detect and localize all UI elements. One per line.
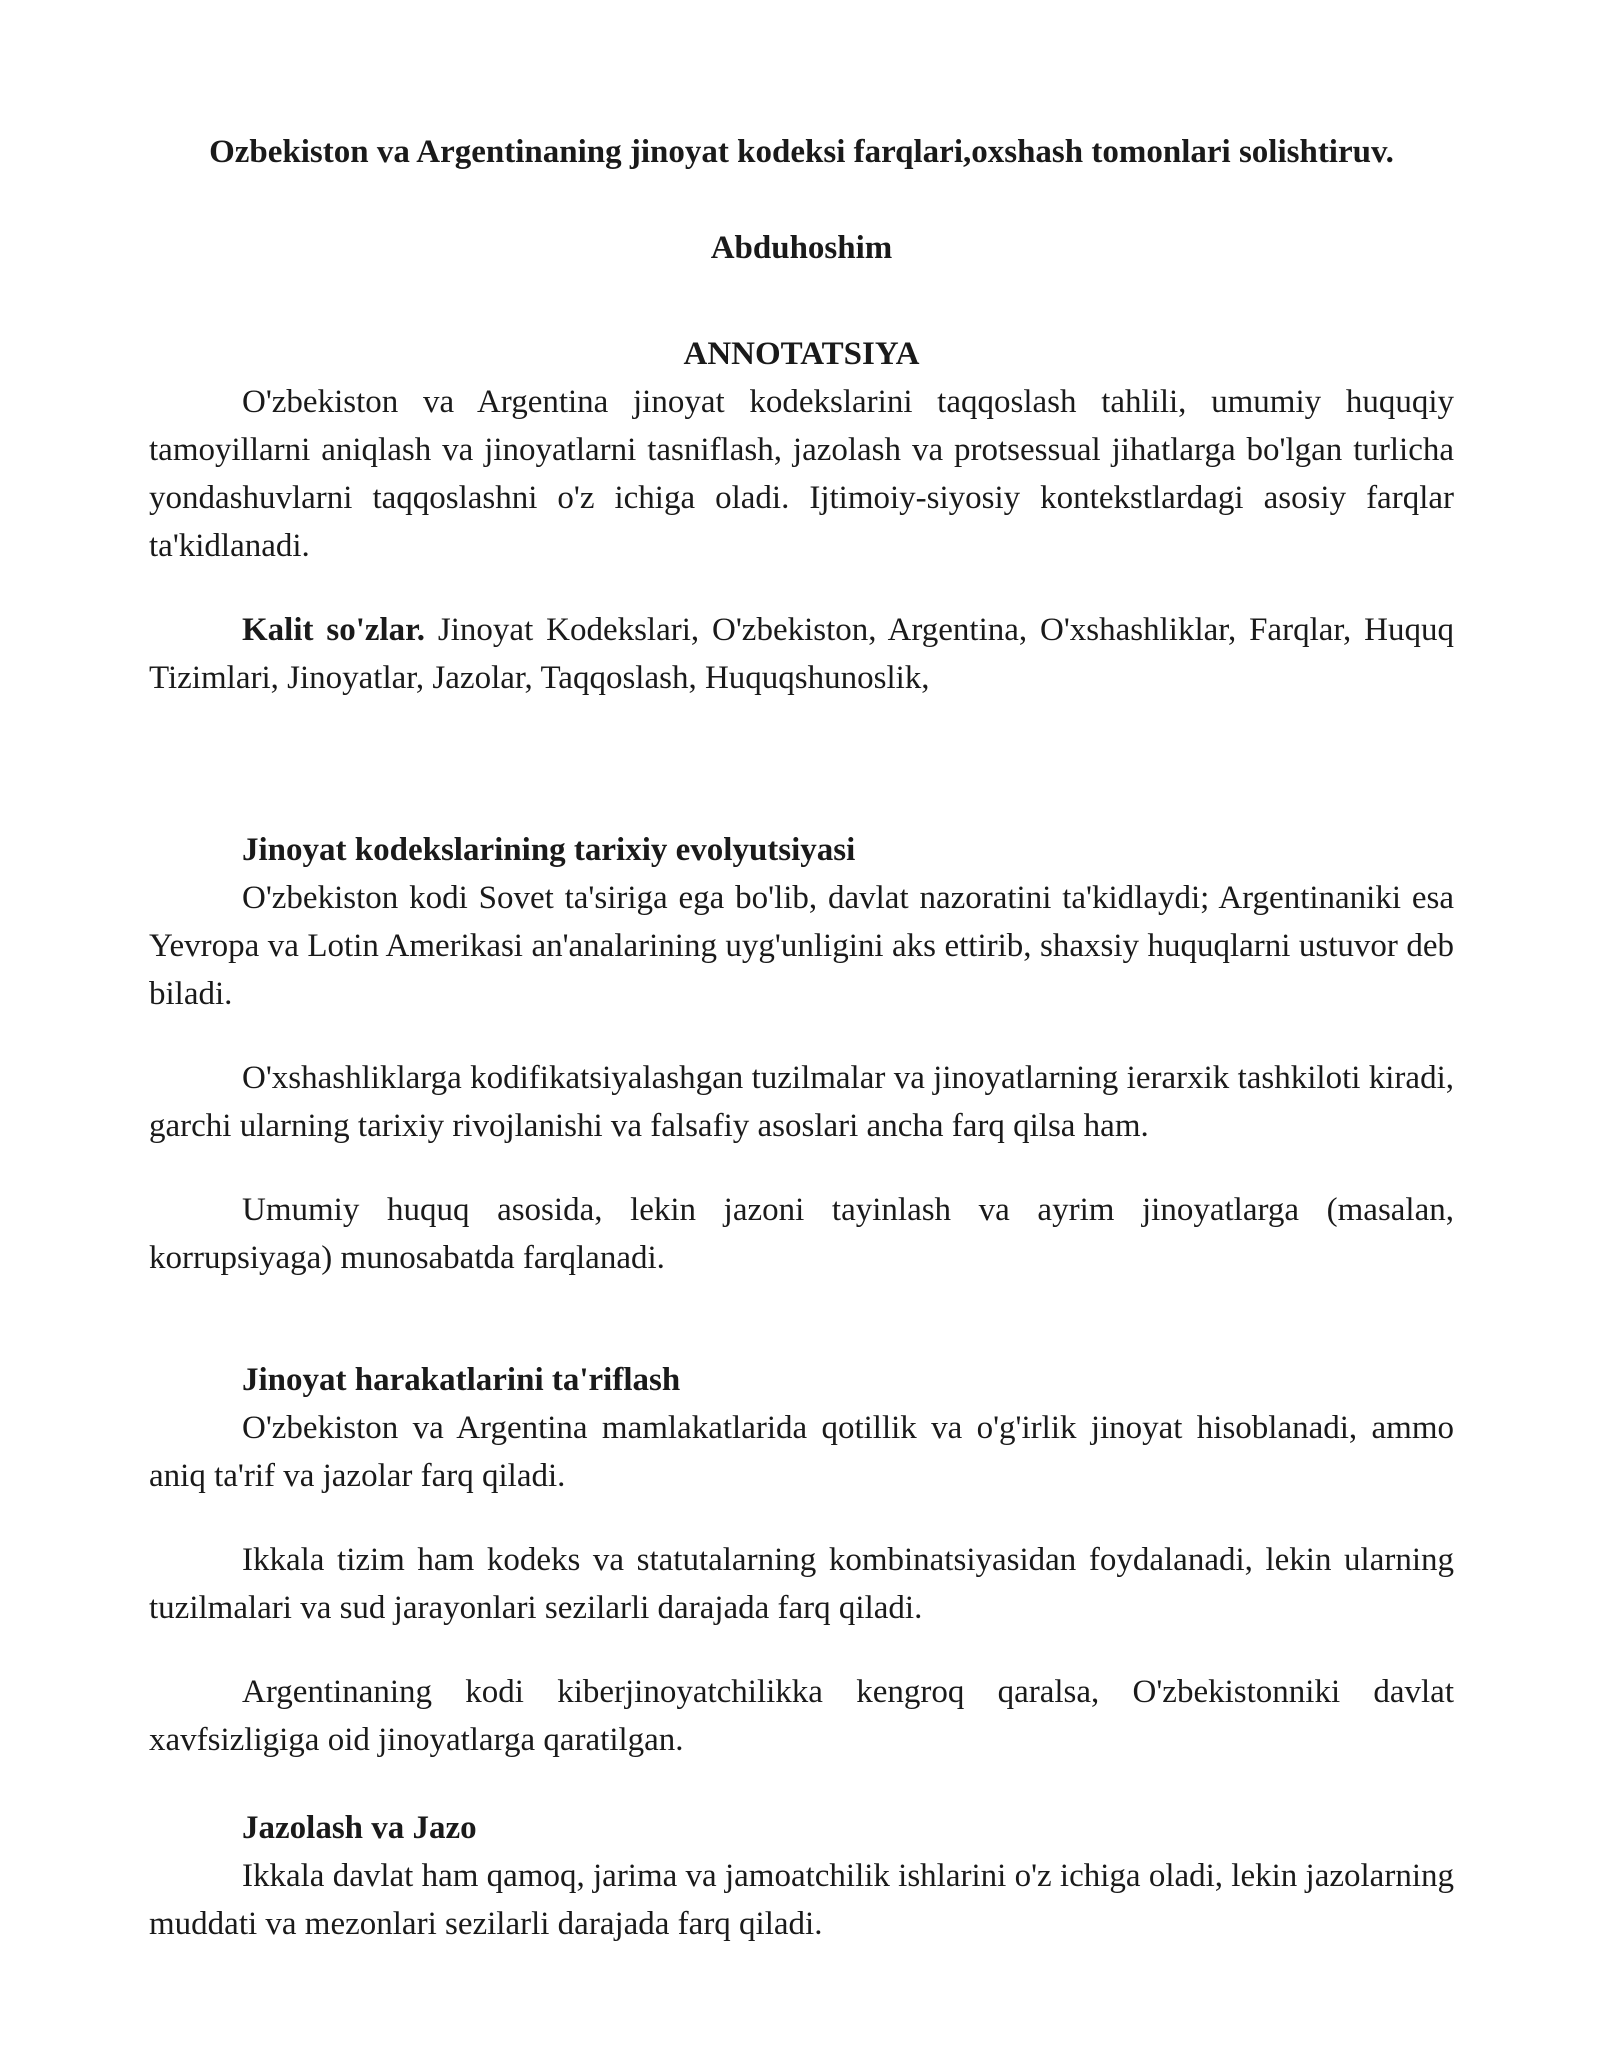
section-paragraph: Umumiy huquq asosida, lekin jazoni tayinlash va ayrim jinoyatlarga (masalan, korrupsiyaga) munosabatda farqlanadi. bbox=[149, 1192, 1454, 1276]
annotation-paragraph: O'zbekiston va Argentina jinoyat kodekslarini taqqoslash tahlili, umumiy huquqiy tamoyillarni aniqlash va jinoyatlarni tasniflash, jazolash va protsessual jihatlarga bo'lgan turlicha yondashuvlarni taqqoslashni o'z ichiga oladi. Ijtimoiy-siyosiy kontekstlardagi asosiy farqlar ta'kidlanadi. bbox=[149, 384, 1454, 564]
document-title: Ozbekiston va Argentinaning jinoyat kodeksi farqlari,oxshash tomonlari solishtiruv. bbox=[209, 134, 1394, 170]
annotation-heading: ANNOTATSIYA bbox=[683, 336, 920, 372]
document-page bbox=[149, 128, 1454, 1948]
author-name: Abduhoshim bbox=[710, 230, 893, 266]
keywords-label: Kalit so'zlar. bbox=[242, 612, 426, 648]
section-heading-punishment: Jazolash va Jazo bbox=[242, 1810, 477, 1846]
keywords-paragraph bbox=[149, 606, 1454, 702]
section-paragraph: Ikkala tizim ham kodeks va statutalarning kombinatsiyasidan foydalanadi, lekin ularning tuzilmalari va sud jarayonlari sezilarli darajada farq qiladi. bbox=[149, 1542, 1454, 1626]
section-paragraph: Ikkala davlat ham qamoq, jarima va jamoatchilik ishlarini o'z ichiga oladi, lekin jazolarning muddati va mezonlari sezilarli darajada farq qiladi. bbox=[149, 1858, 1454, 1942]
section-paragraph: Argentinaning kodi kiberjinoyatchilikka kengroq qaralsa, O'zbekistonniki davlat xavfsizligiga oid jinoyatlarga qaratilgan. bbox=[149, 1674, 1454, 1758]
keywords-text: Jinoyat Kodekslari, O'zbekiston, Argentina, O'xshashliklar, Farqlar, Huquq Tizimlari, Jinoyatlar, Jazolar, Taqqoslash, Huquqshunoslik, bbox=[149, 612, 1454, 696]
section-heading-defining-crimes: Jinoyat harakatlarini ta'riflash bbox=[242, 1362, 681, 1398]
section-paragraph: O'zbekiston kodi Sovet ta'siriga ega bo'lib, davlat nazoratini ta'kidlaydi; Argentinaniki esa Yevropa va Lotin Amerikasi an'analarining uyg'unligini aks ettirib, shaxsiy huquqlarni ustuvor deb biladi. bbox=[149, 880, 1454, 1012]
section-paragraph: O'zbekiston va Argentina mamlakatlarida qotillik va o'g'irlik jinoyat hisoblanadi, ammo aniq ta'rif va jazolar farq qiladi. bbox=[149, 1410, 1454, 1494]
section-heading-historical-evolution: Jinoyat kodekslarining tarixiy evolyutsiyasi bbox=[242, 832, 856, 868]
section-paragraph: O'xshashliklarga kodifikatsiyalashgan tuzilmalar va jinoyatlarning ierarxik tashkiloti kiradi, garchi ularning tarixiy rivojlanishi va falsafiy asoslari ancha farq qilsa ham. bbox=[149, 1060, 1454, 1144]
